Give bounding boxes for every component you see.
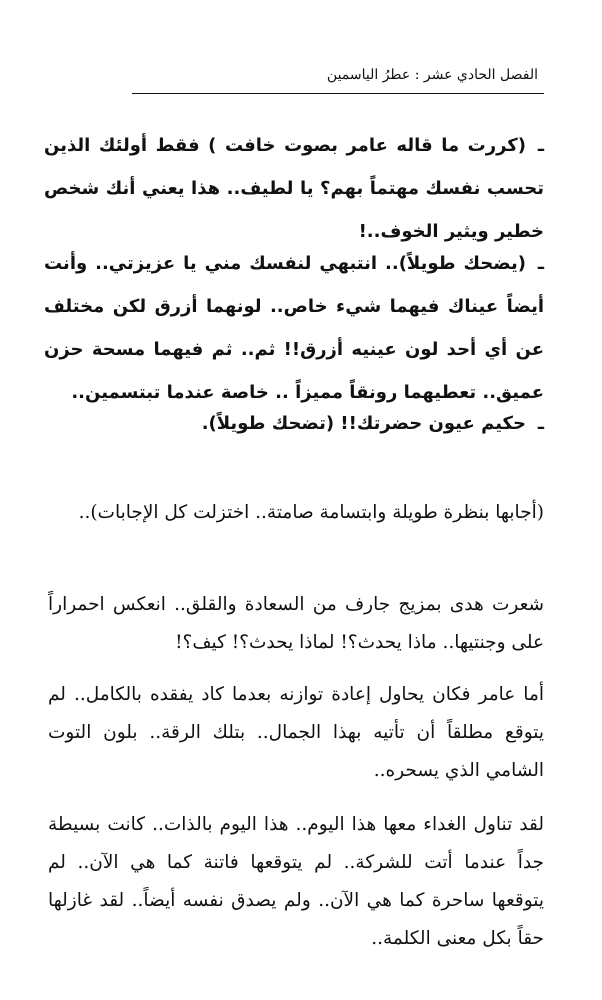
dialogue-text: (يضحك طويلاً).. انتبهي لنفسك مني يا عزيزتي.. وأنت أيضاً عيناك فيهما شيء خاص.. لونهما أزرق لكن مختلف عن أي أحد لون عينيه أزرق!! ثم.. ثم فيهما مسحة حزن عميق.. تعطيهما رونقاً مميزاً .. خاصة عندما تبتسمين.. [44,253,544,403]
dialogue-dash: ـ [537,413,544,434]
narrative-paragraph: أما عامر فكان يحاول إعادة توازنه بعدما كاد يفقده بالكامل.. لم يتوقع مطلقاً أن تأتيه بهذا الجمال.. بتلك الرقة.. بلون التوت الشامي الذي يسحره.. [48,684,544,781]
dialogue-line-2 [44,242,544,414]
dialogue-text: (كررت ما قاله عامر بصوت خافت ) فقط أولئك الذين تحسب نفسك مهتماً بهم؟ يا لطيف.. هذا يعني أنك شخص خطير ويثير الخوف..! [44,135,544,242]
running-header [118,64,538,86]
dialogue-dash: ـ [537,135,544,156]
dialogue-text: حكيم عيون حضرتك!! (تضحك طويلاً). [201,413,526,434]
dialogue-line-3 [44,402,544,445]
dialogue-dash: ـ [537,253,544,274]
dialogue-line-1 [44,124,544,253]
narrative-paragraph: شعرت هدى بمزيج جارف من السعادة والقلق.. انعكس احمراراً على وجنتيها.. ماذا يحدث؟! لماذا يحدث؟! كيف؟! [48,594,544,653]
header-divider [132,93,544,94]
chapter-title: الفصل الحادي عشر : عطرُ الياسمين [326,67,538,83]
narrative-paragraph: (أجابها بنظرة طويلة وابتسامة صامتة.. اختزلت كل الإجابات).. [78,502,544,523]
narrative-paragraph: لقد تناول الغداء معها هذا اليوم.. هذا اليوم بالذات.. كانت بسيطة جداً عندما أتت للشركة.. لم يتوقعها فاتنة كما هي الآن.. لم يتوقعها ساحرة كما هي الآن.. ولم يصدق نفسه أيضاً.. لقد غازلها حقاً بكل معنى الكلمة.. [48,814,544,949]
